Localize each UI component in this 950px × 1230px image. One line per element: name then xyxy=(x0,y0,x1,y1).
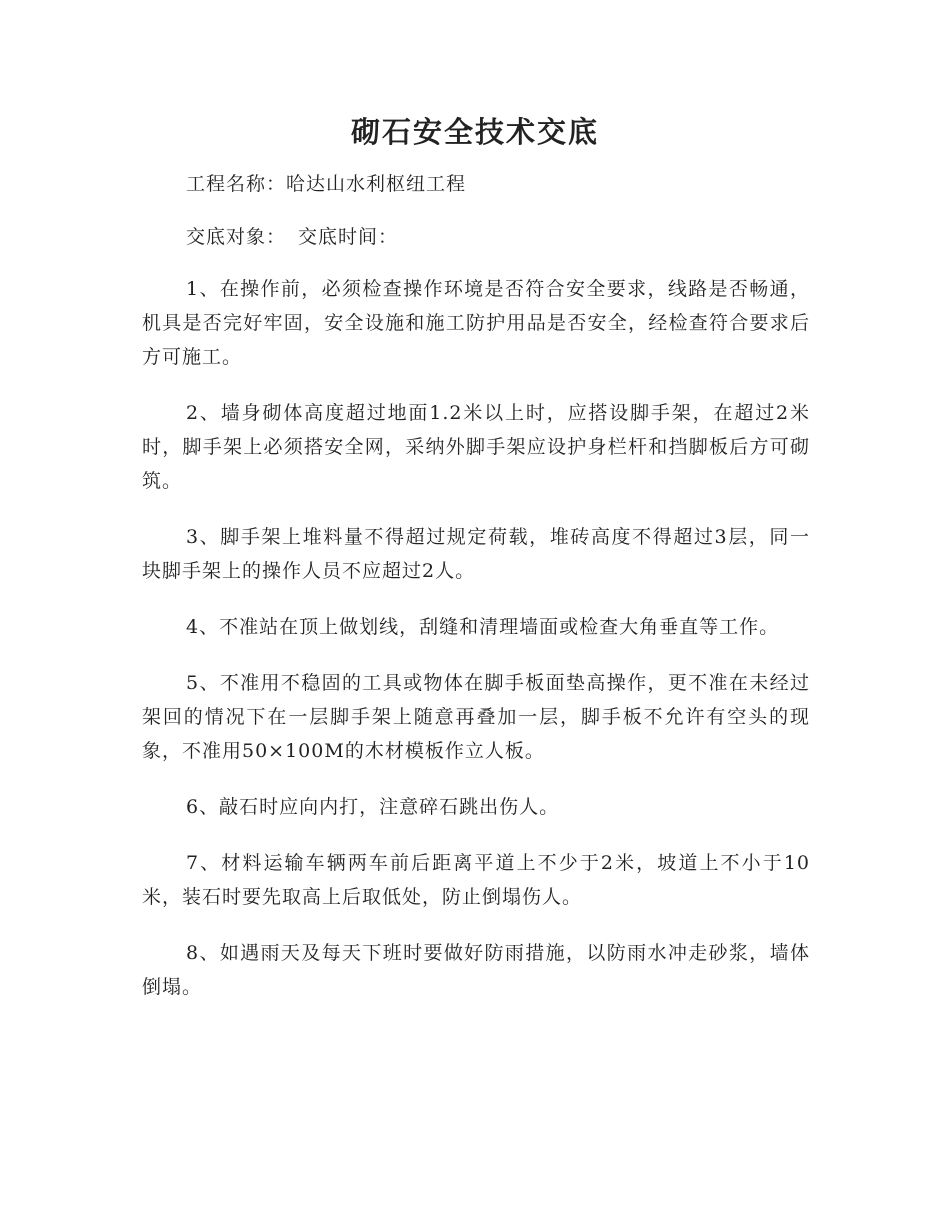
target-label: 交底对象： xyxy=(186,226,287,248)
document-title: 砌石安全技术交底 xyxy=(350,115,599,149)
target-time-line xyxy=(186,224,398,250)
safety-item-3: 3、脚手架上堆料量不得超过规定荷载，堆砖高度不得超过3层，同一块脚手架上的操作人员不应超过2人。 xyxy=(142,526,810,582)
project-line xyxy=(186,171,466,197)
safety-item-2: 2、墙身砌体高度超过地面1.2米以上时，应搭设脚手架，在超过2米时，脚手架上必须搭安全网，采纳外脚手架应设护身栏杆和挡脚板后方可砌筑。 xyxy=(142,402,810,492)
project-label: 工程名称： xyxy=(186,173,287,195)
safety-items xyxy=(142,272,810,1026)
safety-item-6: 6、敲石时应向内打，注意碎石跳出伤人。 xyxy=(186,796,560,818)
safety-item-4: 4、不准站在顶上做划线，刮缝和清理墙面或检查大角垂直等工作。 xyxy=(186,616,780,638)
time-label: 交底时间： xyxy=(298,226,399,248)
safety-item-7: 7、材料运输车辆两车前后距离平道上不少于2米，坡道上不小于10米，装石时要先取高上后取低处，防止倒塌伤人。 xyxy=(142,852,810,908)
safety-item-8: 8、如遇雨天及每天下班时要做好防雨措施，以防雨水冲走砂浆，墙体倒塌。 xyxy=(142,942,810,998)
project-name: 哈达山水利枢纽工程 xyxy=(286,173,467,195)
safety-item-5: 5、不准用不稳固的工具或物体在脚手板面垫高操作，更不准在未经过架回的情况下在一层脚手架上随意再叠加一层，脚手板不允许有空头的现象，不准用50×100M的木材模板作立人板。 xyxy=(142,672,810,762)
safety-item-1: 1、在操作前，必须检查操作环境是否符合安全要求，线路是否畅通，机具是否完好牢固，安全设施和施工防护用品是否安全，经检查符合要求后方可施工。 xyxy=(142,278,810,368)
